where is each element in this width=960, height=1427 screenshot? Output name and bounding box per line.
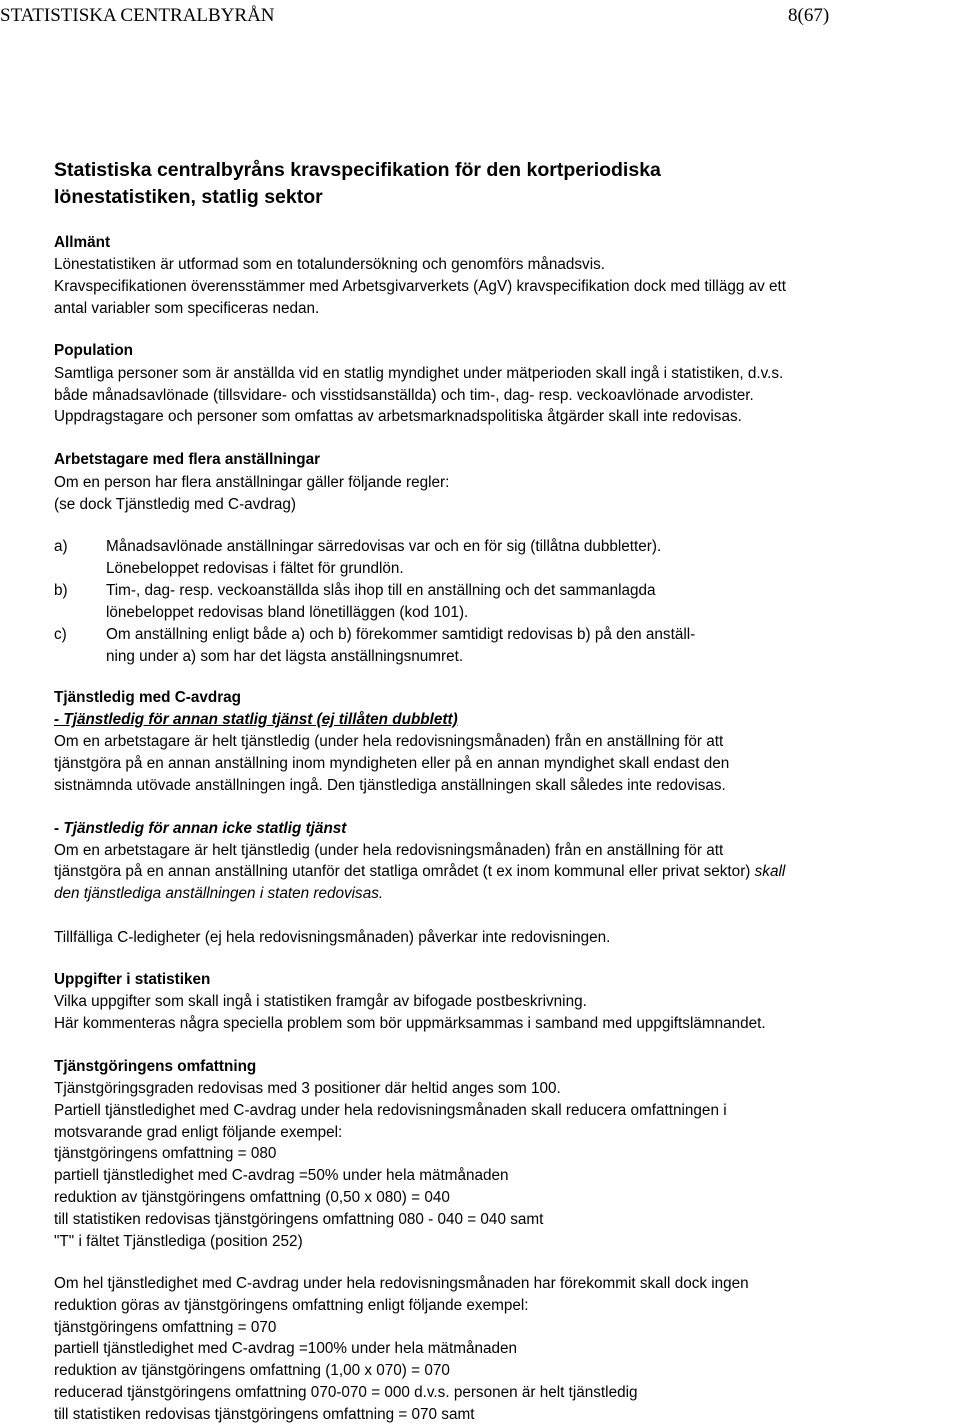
- paragraph-line: Kravspecifikationen överensstämmer med Arbetsgivarverkets (AgV) kravspecifikation dock med tillägg av ett: [54, 278, 787, 295]
- paragraph-line: Om en arbetstagare är helt tjänstledig (under hela redovisningsmånaden) från en anställning för att: [54, 733, 724, 750]
- list-item-label: b): [54, 582, 68, 599]
- paragraph-line: sistnämnda utövade anställningen ingå. Den tjänstlediga anställningen skall således inte redovisas.: [54, 777, 726, 794]
- paragraph-line: antal variabler som specificeras nedan.: [54, 300, 320, 317]
- paragraph-line: reduktion av tjänstgöringens omfattning (0,50 x 080) = 040: [54, 1189, 450, 1206]
- paragraph-line: till statistiken redovisas tjänstgöringens omfattning = 070 samt: [54, 1406, 475, 1423]
- paragraph-line: (se dock Tjänstledig med C-avdrag): [54, 496, 297, 513]
- organization-name: STATISTISKA CENTRALBYRÅN: [0, 5, 275, 26]
- paragraph-line: tjänstgöringens omfattning = 070: [54, 1319, 277, 1336]
- paragraph-line: [54, 862, 785, 882]
- paragraph-line: till statistiken redovisas tjänstgöringens omfattning 080 - 040 = 040 samt: [54, 1211, 544, 1228]
- list-item-line: Om anställning enligt både a) och b) förekommer samtidigt redovisas b) på den anställ-: [106, 626, 696, 643]
- title-line-1: Statistiska centralbyråns kravspecifikation för den kortperiodiska: [54, 159, 661, 181]
- paragraph-text: tjänstgöra på en annan anställning utanför det statliga området (t ex inom kommunal eller privat sektor): [54, 863, 755, 880]
- list-item-line: ning under a) som har det lägsta anställningsnumret.: [106, 648, 464, 665]
- subsection-heading-statlig: - Tjänstledig för annan statlig tjänst (ej tillåten dubblett): [54, 711, 458, 728]
- section-heading-population: Population: [54, 342, 134, 359]
- page-header: [0, 5, 960, 31]
- list-item-label: c): [54, 626, 67, 643]
- paragraph-line: Tjänstgöringsgraden redovisas med 3 positioner där heltid anges som 100.: [54, 1080, 561, 1097]
- paragraph-line: Om en arbetstagare är helt tjänstledig (under hela redovisningsmånaden) från en anställning för att: [54, 842, 724, 859]
- paragraph-line: Om en person har flera anställningar gäller följande regler:: [54, 474, 450, 491]
- paragraph-line: Här kommenteras några speciella problem som bör uppmärksammas i samband med uppgiftslämnandet.: [54, 1015, 766, 1032]
- list-item-line: Månadsavlönade anställningar särredovisas var och en för sig (tillåtna dubbletter).: [106, 538, 662, 555]
- emphasis-text: skall: [754, 863, 786, 880]
- list-item-line: Tim-, dag- resp. veckoanställda slås ihop till en anställning och det sammanlagda: [106, 582, 656, 599]
- page-number: 8(67): [788, 5, 830, 26]
- list-item-line: Lönebeloppet redovisas i fältet för grundlön.: [106, 560, 404, 577]
- list-item-text: [106, 624, 695, 668]
- list-item-text: [106, 580, 656, 624]
- paragraph-line: Vilka uppgifter som skall ingå i statistiken framgår av bifogade postbeskrivning.: [54, 993, 587, 1010]
- section-heading-tjanstledig: Tjänstledig med C-avdrag: [54, 689, 241, 706]
- section-heading-omfattning: Tjänstgöringens omfattning: [54, 1058, 257, 1075]
- list-item-label: a): [54, 538, 68, 555]
- section-heading-allmant: Allmänt: [54, 234, 111, 251]
- emphasis-line: den tjänstlediga anställningen i staten redovisas.: [54, 885, 384, 902]
- paragraph-line: Om hel tjänstledighet med C-avdrag under hela redovisningsmånaden har förekommit skall dock ingen: [54, 1275, 749, 1292]
- paragraph-line: Lönestatistiken är utformad som en totalundersökning och genomförs månadsvis.: [54, 256, 605, 273]
- paragraph-line: tjänstgöra på en annan anställning inom myndigheten eller på en annan myndighet skall endast den: [54, 755, 730, 772]
- paragraph-line: reduktion göras av tjänstgöringens omfattning enligt följande exempel:: [54, 1297, 529, 1314]
- paragraph-line: motsvarande grad enligt följande exempel:: [54, 1124, 343, 1141]
- paragraph-line: både månadsavlönade (tillsvidare- och visstidsanställda) och tim-, dag- resp. veckoavlönade arvodister.: [54, 387, 754, 404]
- list-item-text: [106, 536, 661, 580]
- document-title: [54, 157, 944, 211]
- title-line-2: lönestatistiken, statlig sektor: [54, 186, 323, 208]
- section-heading-arbetstagare: Arbetstagare med flera anställningar: [54, 451, 321, 468]
- paragraph-line: Samtliga personer som är anställda vid en statlig myndighet under mätperioden skall ingå i statistiken, d.v.s.: [54, 365, 784, 382]
- list-item-line: lönebeloppet redovisas bland lönetilläggen (kod 101).: [106, 604, 469, 621]
- paragraph-line: Tillfälliga C-ledigheter (ej hela redovisningsmånaden) påverkar inte redovisningen.: [54, 929, 611, 946]
- paragraph-line: Uppdragstagare och personer som omfattas av arbetsmarknadspolitiska åtgärder skall inte redovisas.: [54, 408, 742, 425]
- section-heading-uppgifter: Uppgifter i statistiken: [54, 971, 211, 988]
- paragraph-line: "T" i fältet Tjänstlediga (position 252): [54, 1233, 303, 1250]
- subsection-heading-icke-statlig: - Tjänstledig för annan icke statlig tjänst: [54, 820, 347, 837]
- paragraph-line: partiell tjänstledighet med C-avdrag =50% under hela mätmånaden: [54, 1167, 509, 1184]
- paragraph-line: tjänstgöringens omfattning = 080: [54, 1145, 277, 1162]
- paragraph-line: reduktion av tjänstgöringens omfattning (1,00 x 070) = 070: [54, 1362, 450, 1379]
- paragraph-line: partiell tjänstledighet med C-avdrag =100% under hela mätmånaden: [54, 1340, 518, 1357]
- paragraph-line: reducerad tjänstgöringens omfattning 070-070 = 000 d.v.s. personen är helt tjänstledig: [54, 1384, 638, 1401]
- paragraph-line: Partiell tjänstledighet med C-avdrag under hela redovisningsmånaden skall reducera omfattningen i: [54, 1102, 727, 1119]
